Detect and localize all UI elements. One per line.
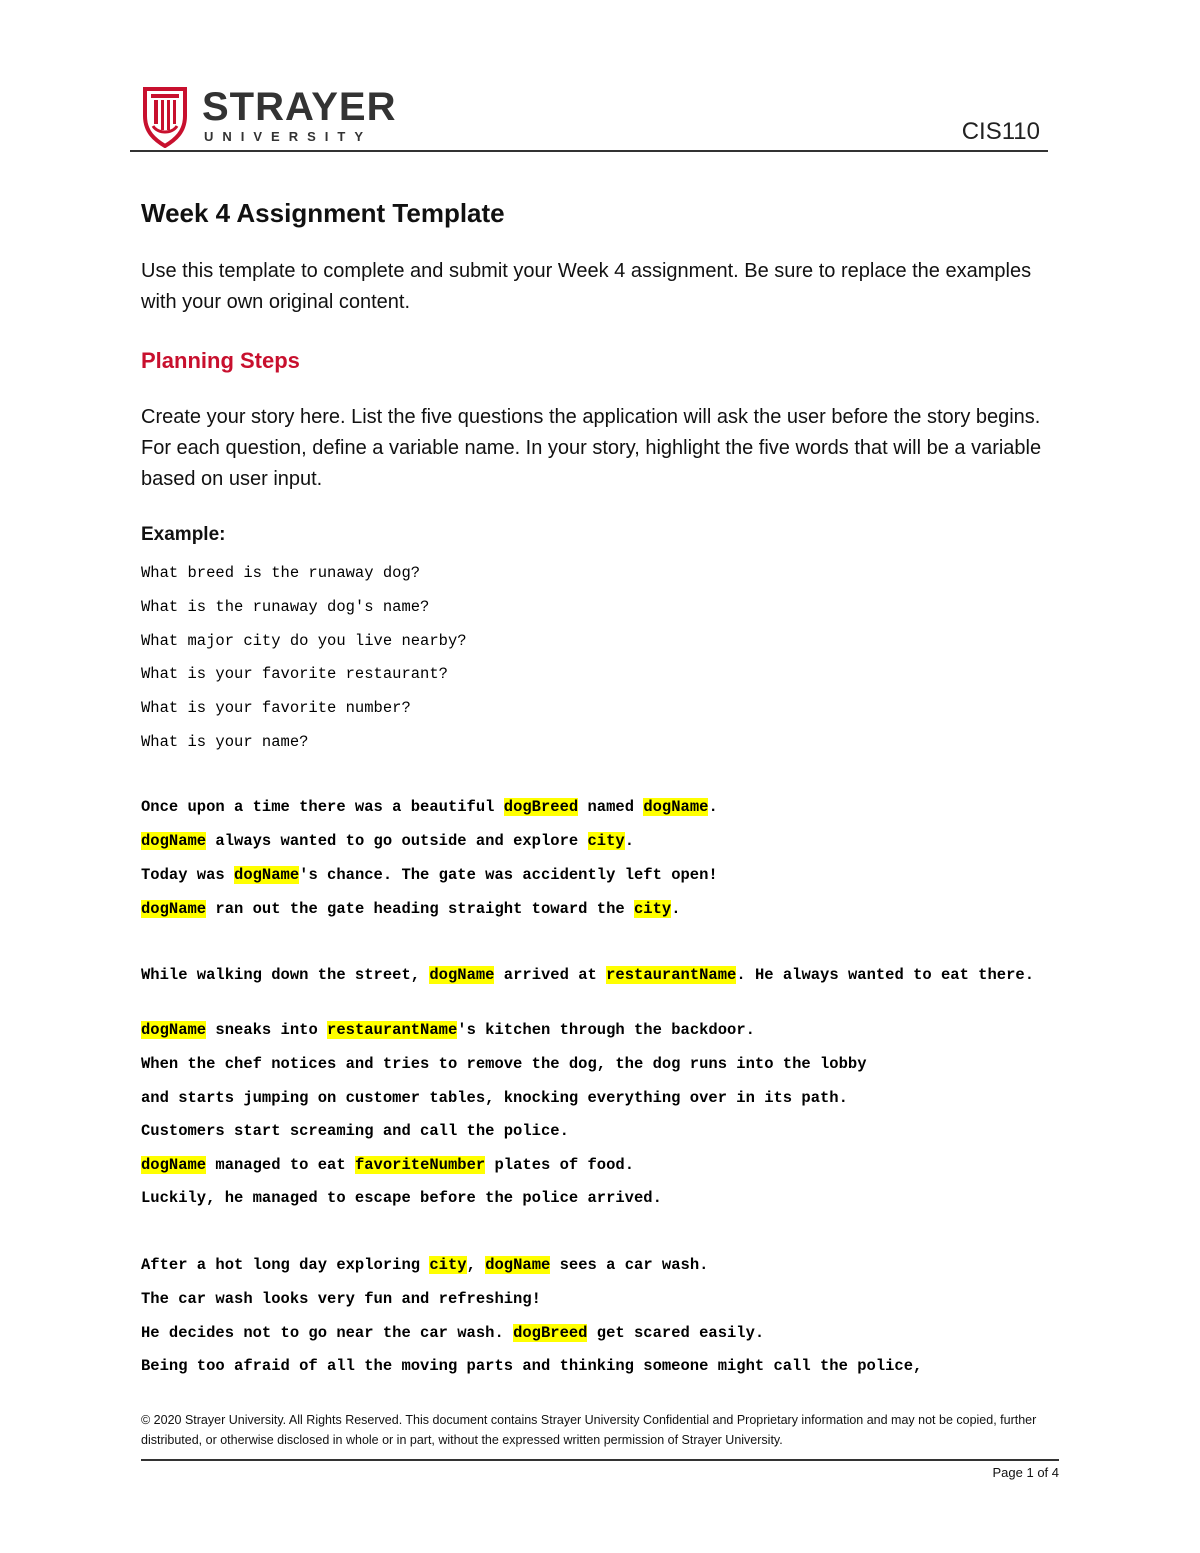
course-code: CIS110 [961,118,1040,145]
document-title: Week 4 Assignment Template [141,198,505,228]
story-text: He decides not to go near the car wash. [141,1324,514,1342]
story-text: . [708,798,718,816]
story-line [141,1121,1061,1141]
story-text: sneaks into [206,1021,328,1039]
page-header [130,82,1048,152]
story-text: Being too afraid of all the moving parts and thinking someone might call the police, [141,1357,923,1375]
example-label: Example: [141,524,226,545]
story-line [141,899,1061,919]
variable-highlight: dogBreed [513,1324,588,1342]
story-line [141,1054,1061,1074]
story-text: and starts jumping on customer tables, knocking everything over in its path. [141,1089,848,1107]
variable-highlight: restaurantName [606,966,737,984]
variable-highlight: dogName [485,1256,551,1274]
story-text: Luckily, he managed to escape before the police arrived. [141,1189,662,1207]
story-text: Customers start screaming and call the police. [141,1122,569,1140]
story-line [141,1323,1061,1343]
question-line: What breed is the runaway dog? [141,564,421,582]
variable-highlight: city [587,832,625,850]
page-number: Page 1 of 4 [992,1465,1059,1480]
story-text: 's kitchen through the backdoor. [457,1021,755,1039]
intro-paragraph: Use this template to complete and submit your Week 4 assignment. Be sure to replace the examples with your own original content. [141,260,1032,313]
variable-highlight: dogName [141,1156,207,1174]
story-text: sees a car wash. [550,1256,709,1274]
variable-highlight: dogName [141,900,207,918]
story-line [141,1020,1061,1040]
strayer-shield-icon [142,86,188,148]
story-text: . [671,900,681,918]
question-line: What is your favorite restaurant? [141,665,448,683]
story-text: named [578,798,644,816]
story-text: get scared easily. [587,1324,765,1342]
story-line [141,1188,1061,1208]
strayer-logo [142,86,402,148]
story-line [141,1289,1061,1309]
story-line [141,1356,1061,1376]
story-text: plates of food. [485,1156,635,1174]
copyright-notice: © 2020 Strayer University. All Rights Reserved. This document contains Strayer University Confidential and Proprietary information and may not be copied, further distributed, or otherwise disclosed in whole or in part, without the expressed written permission of Strayer University. [141,1413,1037,1447]
story-text: managed to eat [206,1156,355,1174]
question-line: What major city do you live nearby? [141,632,467,650]
section-heading: Planning Steps [141,348,300,373]
logo-subtitle: UNIVERSITY [204,129,373,144]
story-text: Once upon a time there was a beautiful [141,798,504,816]
story-text: , [466,1256,486,1274]
logo-wordmark: STRAYER [202,85,397,129]
story-line [141,965,1061,985]
story-text: While walking down the street, [141,966,430,984]
story-text: Today was [141,866,235,884]
story-text: arrived at [494,966,607,984]
variable-highlight: dogName [429,966,495,984]
story-line [141,1255,1061,1275]
question-line: What is the runaway dog's name? [141,598,430,616]
story-text: ran out the gate heading straight toward the [206,900,634,918]
variable-highlight: favoriteNumber [354,1156,486,1174]
question-line: What is your favorite number? [141,699,411,717]
footer-divider [141,1459,1059,1461]
story-text: . [624,832,635,850]
story-line [141,865,1061,885]
question-line: What is your name? [141,733,309,751]
variable-highlight: dogName [141,832,207,850]
instructions-paragraph: Create your story here. List the five questions the application will ask the user before the story begins. For each question, define a variable name. In your story, highlight the five words that will be a variable based on user input. [141,406,1042,490]
story-text: 's chance. The gate was accidently left open! [299,866,718,884]
story-line [141,1155,1061,1175]
story-text: When the chef notices and tries to remove the dog, the dog runs into the lobby [141,1055,867,1073]
variable-highlight: restaurantName [327,1021,458,1039]
story-text: . He always wanted to eat there. [736,966,1034,984]
story-line [141,831,1061,851]
story-line [141,1088,1061,1108]
variable-highlight: city [634,900,672,918]
story-line [141,797,1061,817]
story-text: always wanted to go outside and explore [206,832,588,850]
variable-highlight: dogName [141,1021,207,1039]
variable-highlight: dogName [643,798,709,816]
variable-highlight: dogName [234,866,300,884]
variable-highlight: dogBreed [503,798,579,816]
variable-highlight: city [429,1256,467,1274]
story-text: After a hot long day exploring [141,1256,430,1274]
story-text: The car wash looks very fun and refreshing! [141,1290,541,1308]
